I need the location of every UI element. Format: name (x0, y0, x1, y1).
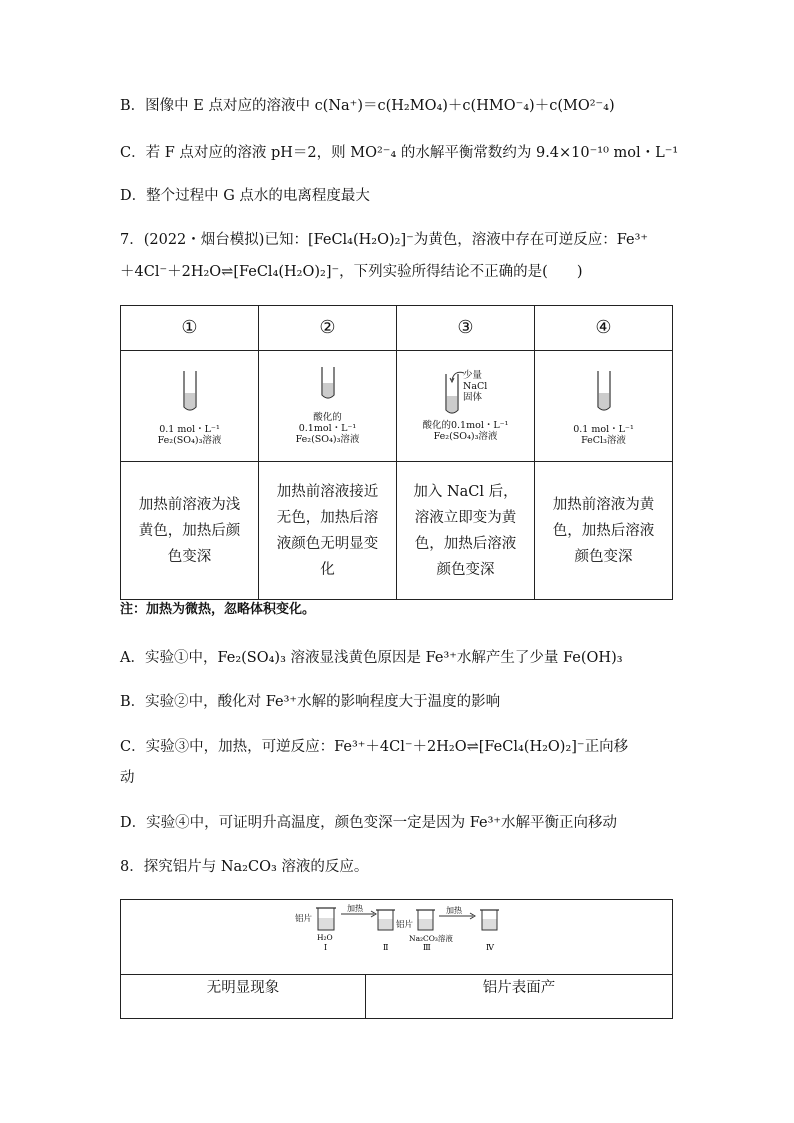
option-b-7: B．实验②中，酸化对 Fe³⁺水解的影响程度大于温度的影响 (120, 694, 501, 710)
tube-cell-4 (535, 351, 673, 462)
header-1: ① (121, 306, 259, 351)
test-tube-icon (574, 367, 634, 415)
header-4: ④ (535, 306, 673, 351)
tube-label-4b: FeCl₃溶液 (581, 434, 626, 446)
tube-label-2c: Fe₂(SO₄)₃溶液 (295, 434, 360, 445)
result-3-line2: 溶液立即变为黄 (414, 509, 517, 526)
table-header-row (121, 306, 673, 351)
header-2: ② (259, 306, 397, 351)
table-figure-row (121, 351, 673, 462)
tube-label-2a: 酸化的 (313, 412, 342, 423)
heat-label-1: 加热 (347, 904, 363, 913)
test-tube-icon (298, 367, 358, 403)
result-2-line2: 无色，加热后溶 (276, 509, 379, 526)
question-8: 8．探究铝片与 Na₂CO₃ 溶液的反应。 (120, 859, 369, 875)
result-cell-3 (397, 462, 535, 600)
result-2-line3: 液颜色无明显变 (276, 535, 379, 552)
box-divider (121, 974, 672, 975)
option-c: C．若 F 点对应的溶液 pH＝2，则 MO²⁻₄ 的水解平衡常数约为 9.4×10⁻¹⁰ mol・L⁻¹ (120, 145, 679, 161)
option-b: B．图像中 E 点对应的溶液中 c(Na⁺)＝c(H₂MO₄)＋c(HMO⁻₄)＋c(MO²⁻₄) (120, 98, 615, 114)
option-c-7-line1: C．实验③中，加热，可逆反应：Fe³⁺＋4Cl⁻＋2H₂O⇌[FeCl₄(H₂O)₂]⁻正向移 (120, 739, 629, 755)
h2o-label: H₂O (317, 933, 333, 942)
table-note: 注：加热为微热，忽略体积变化。 (120, 602, 316, 617)
result-cell-2 (259, 462, 397, 600)
result-1-line3: 色变深 (167, 548, 212, 565)
tube-label-3a: 酸化的0.1mol・L⁻¹ (422, 420, 509, 431)
tube-label-1a: 0.1 mol・L⁻¹ (159, 423, 220, 435)
result-4-line2: 色，加热后溶液 (552, 522, 655, 539)
question-7-line2: ＋4Cl⁻＋2H₂O⇌[FeCl₄(H₂O)₂]⁻，下列实验所得结论不正确的是( ) (120, 264, 583, 280)
tube-cell-3 (397, 351, 535, 462)
stage-4: Ⅳ (486, 943, 494, 952)
tube-cell-2 (259, 351, 397, 462)
stage-2: Ⅱ (383, 943, 389, 952)
tube-cell-1 (121, 351, 259, 462)
table-result-row (121, 462, 673, 600)
result-cell-4 (535, 462, 673, 600)
result-1-line2: 黄色，加热后颜 (138, 522, 241, 539)
add-label-1: 少量 (463, 370, 483, 381)
result-2-line1: 加热前溶液接近 (276, 483, 379, 500)
header-3: ③ (397, 306, 535, 351)
result-4-line1: 加热前溶液为黄 (552, 496, 655, 513)
tube-label-1b: Fe₂(SO₄)₃溶液 (157, 434, 222, 446)
heat-label-2: 加热 (446, 906, 462, 915)
result-1-line1: 加热前溶液为浅 (138, 496, 241, 513)
stage-1: Ⅰ (324, 943, 328, 952)
result-no-change: 无明显现象 (206, 980, 280, 996)
al-label-1: 铝片 (295, 914, 313, 924)
result-3-line4: 颜色变深 (436, 561, 495, 578)
result-3-line1: 加入 NaCl 后， (413, 483, 518, 500)
option-d: D．整个过程中 G 点水的电离程度最大 (120, 188, 370, 204)
option-d-7: D．实验④中，可证明升高温度，颜色变深一定是因为 Fe³⁺水解平衡正向移动 (120, 815, 618, 831)
add-label-3: 固体 (463, 392, 483, 403)
add-label-2: NaCl (463, 381, 488, 392)
tube-label-2b: 0.1mol・L⁻¹ (298, 423, 357, 434)
tube-label-4a: 0.1 mol・L⁻¹ (573, 423, 634, 435)
result-4-line3: 颜色变深 (574, 548, 633, 565)
test-tube-icon (160, 367, 220, 415)
option-c-7-line2: 动 (120, 770, 135, 786)
al-label-2: 铝片 (396, 920, 414, 930)
experiment-8-box (120, 899, 673, 1019)
result-al-surface: 铝片表面产 (482, 980, 556, 996)
result-3-line3: 色，加热后溶液 (414, 535, 517, 552)
stage-3: Ⅲ (423, 943, 431, 952)
experiment-table (120, 305, 673, 600)
question-7-line1: 7．(2022・烟台模拟)已知：[FeCl₄(H₂O)₂]⁻为黄色，溶液中存在可逆反应：Fe³⁺ (120, 232, 649, 248)
tube-label-3b: Fe₂(SO₄)₃溶液 (433, 431, 498, 442)
na2co3-label: Na₂CO₃溶液 (409, 934, 453, 943)
option-a: A．实验①中，Fe₂(SO₄)₃ 溶液显浅黄色原因是 Fe³⁺水解产生了少量 Fe(OH)₃ (120, 650, 623, 666)
result-cell-1 (121, 462, 259, 600)
experiment-8-diagram (121, 900, 674, 972)
result-2-line4: 化 (320, 561, 335, 578)
